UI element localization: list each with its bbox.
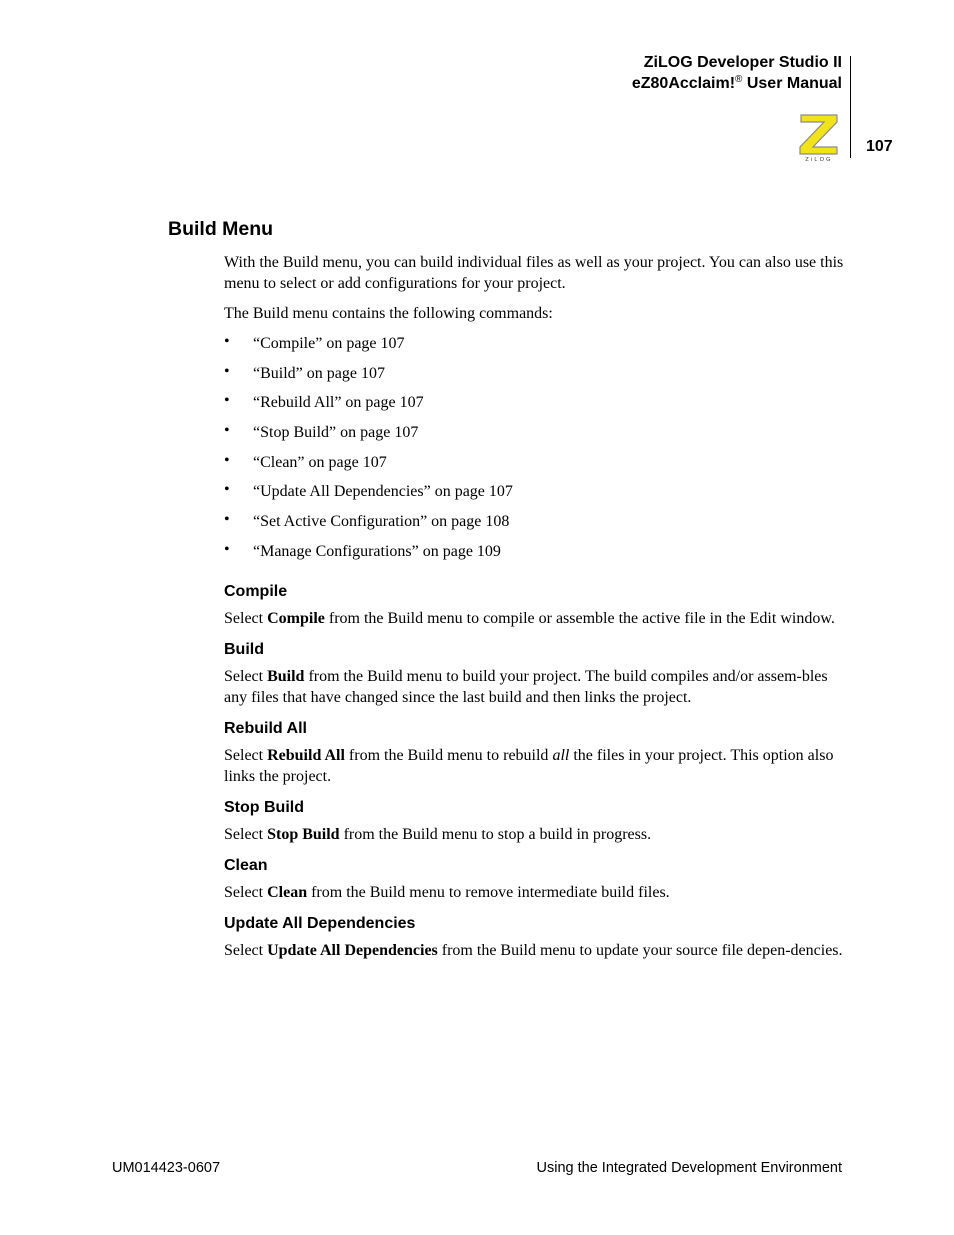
- intro-paragraph: With the Build menu, you can build individual files as well as your project. You can also use this menu to select or add configurations for your project.: [224, 254, 844, 292]
- bullet-icon: •: [224, 392, 230, 410]
- section-body: Select Stop Build from the Build menu to stop a build in progress.: [224, 825, 652, 843]
- section-heading: Update All Dependencies: [224, 914, 416, 932]
- section-heading: Stop Build: [224, 798, 304, 816]
- command-link[interactable]: “Update All Dependencies” on page 107: [253, 483, 513, 501]
- section-body: Select Build from the Build menu to build your project. The build compiles and/or assem-bles any files that have changed since the last build and then links the project.: [224, 667, 828, 706]
- list-item[interactable]: [224, 333, 844, 363]
- section-stop-build: [224, 797, 844, 845]
- commands-intro: The Build menu contains the following commands:: [224, 305, 553, 322]
- bullet-icon: •: [224, 540, 230, 558]
- section-build: [224, 639, 844, 708]
- bullet-icon: •: [224, 422, 230, 440]
- command-link[interactable]: “Set Active Configuration” on page 108: [253, 513, 510, 531]
- section-heading: Build: [224, 640, 264, 658]
- header-product-line: ZiLOG Developer Studio II: [643, 54, 842, 71]
- command-link[interactable]: “Manage Configurations” on page 109: [253, 542, 501, 560]
- section-body: Select Rebuild All from the Build menu to rebuild all the files in your project. This option also links the project.: [224, 746, 834, 785]
- command-link[interactable]: “Rebuild All” on page 107: [253, 394, 424, 412]
- logo-caption: ZiLOG: [805, 157, 833, 162]
- section-body: Select Compile from the Build menu to compile or assemble the active file in the Edit window.: [224, 609, 835, 627]
- section-rebuild-all: [224, 718, 844, 787]
- section-update-all-dependencies: [224, 913, 844, 961]
- command-link[interactable]: “Compile” on page 107: [253, 335, 405, 352]
- section-body: Select Update All Dependencies from the Build menu to update your source file depen-dencies.: [224, 941, 843, 959]
- bullet-icon: •: [224, 511, 230, 529]
- zilog-logo-icon: [797, 112, 841, 162]
- list-item[interactable]: [224, 422, 844, 452]
- list-item[interactable]: [224, 392, 844, 422]
- footer-section-title: Using the Integrated Development Environment: [536, 1160, 842, 1176]
- bullet-icon: •: [224, 362, 230, 380]
- section-heading: Rebuild All: [224, 719, 307, 737]
- bullet-icon: •: [224, 451, 230, 469]
- bullet-icon: •: [224, 481, 230, 499]
- header-manual-line: eZ80Acclaim!® User Manual: [631, 74, 842, 92]
- page-title: Build Menu: [168, 218, 274, 240]
- section-heading: Clean: [224, 856, 268, 874]
- section-compile: [224, 581, 844, 629]
- list-item[interactable]: [224, 541, 844, 571]
- list-item[interactable]: [224, 452, 844, 482]
- section-clean: [224, 855, 844, 903]
- bullet-icon: •: [224, 333, 230, 350]
- command-link[interactable]: “Clean” on page 107: [253, 453, 387, 471]
- section-heading: Compile: [224, 582, 288, 600]
- footer-doc-id: UM014423-0607: [112, 1160, 221, 1176]
- list-item[interactable]: [224, 481, 844, 511]
- list-item[interactable]: [224, 511, 844, 541]
- command-list: [224, 333, 844, 571]
- list-item[interactable]: [224, 363, 844, 393]
- command-link[interactable]: “Stop Build” on page 107: [253, 424, 419, 442]
- section-body: Select Clean from the Build menu to remove intermediate build files.: [224, 883, 670, 901]
- main-content: [224, 252, 844, 961]
- command-link[interactable]: “Build” on page 107: [253, 364, 385, 382]
- page-number: 107: [866, 138, 893, 155]
- header-divider: [850, 56, 851, 158]
- running-header: [632, 52, 842, 94]
